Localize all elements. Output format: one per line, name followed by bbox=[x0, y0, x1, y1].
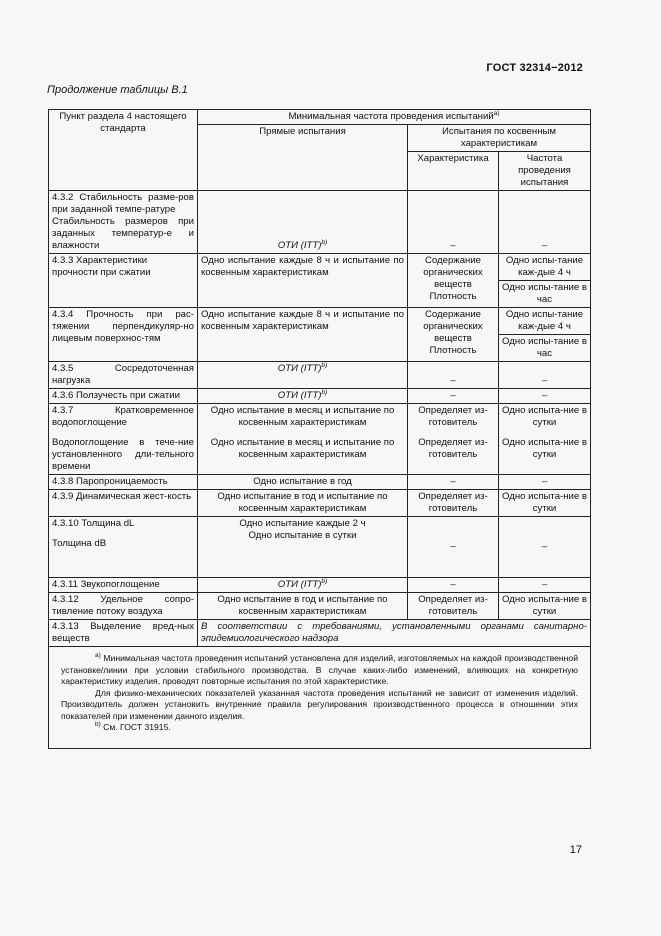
char-cell: – bbox=[408, 475, 499, 490]
freq-cell: Одно испыта-ние в сутки Одно испыта-ние в сутки bbox=[499, 404, 591, 475]
direct-cell: Одно испытание в год и испытание по косвенным характеристикам bbox=[198, 593, 408, 620]
table-row bbox=[49, 578, 591, 593]
clause-cell: 4.3.11 Звукопоглощение bbox=[49, 578, 198, 593]
table-row bbox=[49, 517, 591, 578]
header-min-freq: Минимальная частота проведения испытаний$^{a)}$ bbox=[198, 110, 591, 125]
table-row bbox=[49, 620, 591, 647]
note-a: $^{a)}$ Минимальная частота проведения испытаний установлена для изделий, изготовляемых на каждой производственной установке/линии при условии стабильного производства. В случае каких-либо изменений, влияющих на конкретную характеристику изделия, проводят повторные испытания по этой характеристике. bbox=[61, 652, 579, 686]
freq-cell: Одно испы-тание каж-дые 4 ч Одно испы-тание в час bbox=[499, 308, 591, 362]
char-cell: – bbox=[408, 191, 499, 254]
freq-cell: – bbox=[499, 475, 591, 490]
clause-cell: 4.3.6 Ползучесть при сжатии bbox=[49, 389, 198, 404]
freq-cell: – bbox=[499, 389, 591, 404]
table-row bbox=[49, 475, 591, 490]
direct-cell: Одно испытание в месяц и испытание по косвенным характеристикам Одно испытание в месяц и испытание по косвенным характеристикам bbox=[198, 404, 408, 475]
clause-cell: 4.3.5 Сосредоточенная нагрузка bbox=[49, 362, 198, 389]
table-row bbox=[49, 308, 591, 362]
direct-cell: Одно испытание в год bbox=[198, 475, 408, 490]
char-cell: – bbox=[408, 517, 499, 578]
char-cell: Содержание органических веществ Плотность bbox=[408, 254, 499, 308]
char-cell: Определяет из-готовитель Определяет из-готовитель bbox=[408, 404, 499, 475]
direct-cell: Одно испытание в год и испытание по косвенным характеристикам bbox=[198, 490, 408, 517]
freq-cell: – bbox=[499, 517, 591, 578]
clause-cell: 4.3.13 Выделение вред-ных веществ bbox=[49, 620, 198, 647]
table-notes-row bbox=[49, 647, 591, 749]
direct-cell: Одно испытание каждые 2 ч Одно испытание в сутки bbox=[198, 517, 408, 578]
clause-cell: 4.3.8 Паропроницаемость bbox=[49, 475, 198, 490]
header-direct: Прямые испытания bbox=[198, 125, 408, 191]
table-row bbox=[49, 593, 591, 620]
direct-cell: Одно испытание каждые 8 ч и испытание по косвенным характеристикам bbox=[198, 254, 408, 308]
freq-cell: – bbox=[499, 362, 591, 389]
table-row bbox=[49, 389, 591, 404]
table-row bbox=[49, 490, 591, 517]
note-a-continued: Для физико-механических показателей указанная частота проведения испытаний не зависит от изменения изделий. Производитель должен установить внутренние правила регулирования производственного процесса в отношении этих показателей при изменении данного изделия. bbox=[61, 687, 578, 721]
direct-cell: В соответствии с требованиями, установленными органами санитарно-эпидемиологического надзора bbox=[198, 620, 591, 647]
char-cell: – bbox=[408, 362, 499, 389]
header-frequency: Частота проведения испытания bbox=[499, 152, 591, 191]
clause-cell: 4.3.7 Кратковременное водопоглощение Водопоглощение в тече-ние установленного дли-тельного времени bbox=[49, 404, 198, 475]
header-clause: Пункт раздела 4 настоящего стандарта bbox=[49, 110, 198, 191]
table-header-row bbox=[49, 110, 591, 125]
char-cell: – bbox=[408, 389, 499, 404]
direct-cell: ОТИ (ITT)$^{b)}$ bbox=[198, 578, 408, 593]
char-cell: Содержание органических веществ Плотность bbox=[408, 308, 499, 362]
document-id: ГОСТ 32314−2012 bbox=[486, 62, 583, 74]
char-cell: – bbox=[408, 578, 499, 593]
table-row bbox=[49, 254, 591, 308]
freq-cell: Одно испыта-ние в сутки bbox=[499, 593, 591, 620]
clause-cell: 4.3.3 Характеристики прочности при сжатии bbox=[49, 254, 198, 308]
freq-cell: – bbox=[499, 191, 591, 254]
clause-cell: 4.3.12 Удельное сопро-тивление потоку воздуха bbox=[49, 593, 198, 620]
note-b: $^{b)}$ См. ГОСТ 31915. bbox=[95, 721, 171, 732]
header-characteristic: Характеристика bbox=[408, 152, 499, 191]
table-notes bbox=[49, 647, 591, 749]
direct-cell: ОТИ (ITT)$^{b)}$ bbox=[198, 389, 408, 404]
direct-cell: ОТИ (ITT)$^{b)}$ bbox=[198, 362, 408, 389]
table-caption: Продолжение таблицы В.1 bbox=[47, 84, 188, 96]
header-indirect: Испытания по косвенным характеристикам bbox=[408, 125, 591, 152]
page-number: 17 bbox=[569, 844, 582, 856]
clause-cell: 4.3.9 Динамическая жест-кость bbox=[49, 490, 198, 517]
freq-cell: Одно испы-тание каж-дые 4 ч Одно испы-тание в час bbox=[499, 254, 591, 308]
char-cell: Определяет из-готовитель bbox=[408, 490, 499, 517]
frequency-table bbox=[48, 109, 591, 749]
clause-cell: 4.3.2 Стабильность разме-ров при заданной темпе-ратуре Стабильность размеров при заданных температур-е и влажности bbox=[49, 191, 198, 254]
char-cell: Определяет из-готовитель bbox=[408, 593, 499, 620]
freq-cell: – bbox=[499, 578, 591, 593]
clause-cell: 4.3.10 Толщина dL Толщина dB bbox=[49, 517, 198, 578]
clause-cell: 4.3.4 Прочность при рас-тяжении перпендикуляр-но лицевым поверхнос-тям bbox=[49, 308, 198, 362]
freq-cell: Одно испыта-ние в сутки bbox=[499, 490, 591, 517]
table-row bbox=[49, 362, 591, 389]
direct-cell: ОТИ (ITT)$^{b)}$ bbox=[198, 191, 408, 254]
table-row bbox=[49, 404, 591, 475]
table-row bbox=[49, 191, 591, 254]
direct-cell: Одно испытание каждые 8 ч и испытание по косвенным характеристикам bbox=[198, 308, 408, 362]
